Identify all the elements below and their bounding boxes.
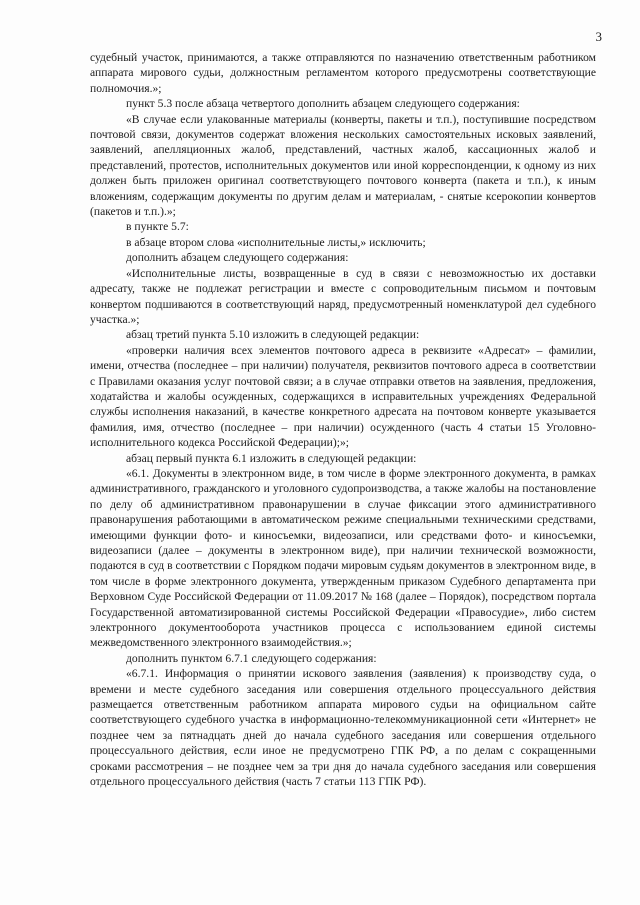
- paragraph-amendment-6-7-1: дополнить пунктом 6.7.1 следующего содержания:: [126, 651, 377, 665]
- paragraph-5-7-add: дополнить абзацем следующего содержания:: [126, 251, 349, 265]
- page-number: 3: [595, 29, 602, 44]
- paragraph-quote-5-3: «В случае если улакованные материалы (конверты, пакеты и т.п.), поступившие посредством почтовой связи, документов содержат вложения нескольких самостоятельных исковых заявлений, заявлений, апелляционных жалоб, представлений, частных жалоб, кассационных жалоб и представлений, протестов, исполнительных документов или иной корреспонденции, к одному из них должен быть приложен оригинал соответствующего почтового конверта (пакета и т.п.), к иным вложениям, содержащим документы по другим делам и материалам, - снятые ксерокопии конвертов (пакетов и т.п.).»;: [90, 112, 596, 219]
- paragraph-quote-6-7-1: «6.7.1. Информация о принятии искового заявления (заявления) к производству суда, о времени и месте судебного заседания или совершения отдельного процессуального действия размещается ответственным работником аппарата мирового судьи на официальном сайте соответствующего судебного участка в информационно-телекоммуникационной сети «Интернет» не позднее чем за пятнадцать дней до начала судебного заседания или совершения отдельного процессуального действия, если иное не предусмотрено ГПК РФ, а по делам с сокращенными сроками рассмотрения – не позднее чем за три дня до начала судебного заседания или совершения отдельного процессуального действия (часть 7 статьи 113 ГПК РФ).: [90, 667, 596, 789]
- paragraph-amendment-5-10: абзац третий пункта 5.10 изложить в следующей редакции:: [126, 328, 420, 342]
- paragraph-5-7-exclude: в абзаце втором слова «исполнительные листы,» исключить;: [126, 235, 426, 249]
- paragraph-quote-5-10: «проверки наличия всех элементов почтового адреса в реквизите «Адресат» – фамилии, имени, отчества (последнее – при наличии) получателя, реквизитов почтового адреса в соответствии с Правилами оказания услуг почтовой связи; а в случае отправки ответов на заявления, предложения, ходатайства и жалобы осужденных, содержащихся в исправительных учреждениях Федеральной службы исполнения наказаний, в качестве конкретного адресата на почтовом конверте указывается фамилия, имя, отчество (последнее – при наличии) осужденного (часть 4 статьи 15 Уголовно-исполнительного кодекса Российской Федерации);»;: [90, 343, 596, 450]
- paragraph-quote-5-7: «Исполнительные листы, возвращенные в суд в связи с невозможностью их доставки адресату, также не подлежат регистрации и вместе с сопроводительным письмом и почтовым конвертом подшиваются в соответствующий наряд, предусмотренный номенклатурой дел судебного участка.»;: [90, 266, 596, 326]
- paragraph-quote-6-1: «6.1. Документы в электронном виде, в том числе в форме электронного документа, в рамках административного, гражданского и уголовного судопроизводства, а также жалобы на постановление по делу об административном правонарушении в случае фиксации этого административного правонарушения работающими в автоматическом режиме специальными техническими средствами, имеющими функции фото- и киносъемки, видеозаписи, или средствами фото- и киносъемки, видеозаписи (далее – документы в электронном виде), при наличии технической возможности, подаются в суд в соответствии с Порядком подачи мировым судьям документов в электронном виде, в том числе в форме электронного документа, утвержденным приказом Судебного департамента при Верховном Суде Российской Федерации от 11.09.2017 № 168 (далее – Порядок), посредством портала Государственной автоматизированной системы Российской Федерации «Правосудие», либо систем электронного документооборота участников процесса с использованием единой системы межведомственного электронного взаимодействия.»;: [90, 466, 596, 650]
- paragraph-amendment-5-3: пункт 5.3 после абзаца четвертого дополнить абзацем следующего содержания:: [126, 97, 520, 111]
- document-body: [90, 50, 596, 790]
- paragraph-continuation: судебный участок, принимаются, а также отправляются по назначению ответственным работником аппарата мирового судьи, должностным регламентом которого предусмотрены соответствующие полномочия.»;: [90, 51, 596, 95]
- paragraph-amendment-6-1: абзац первый пункта 6.1 изложить в следующей редакции:: [126, 451, 417, 465]
- paragraph-amendment-5-7: в пункте 5.7:: [126, 220, 189, 234]
